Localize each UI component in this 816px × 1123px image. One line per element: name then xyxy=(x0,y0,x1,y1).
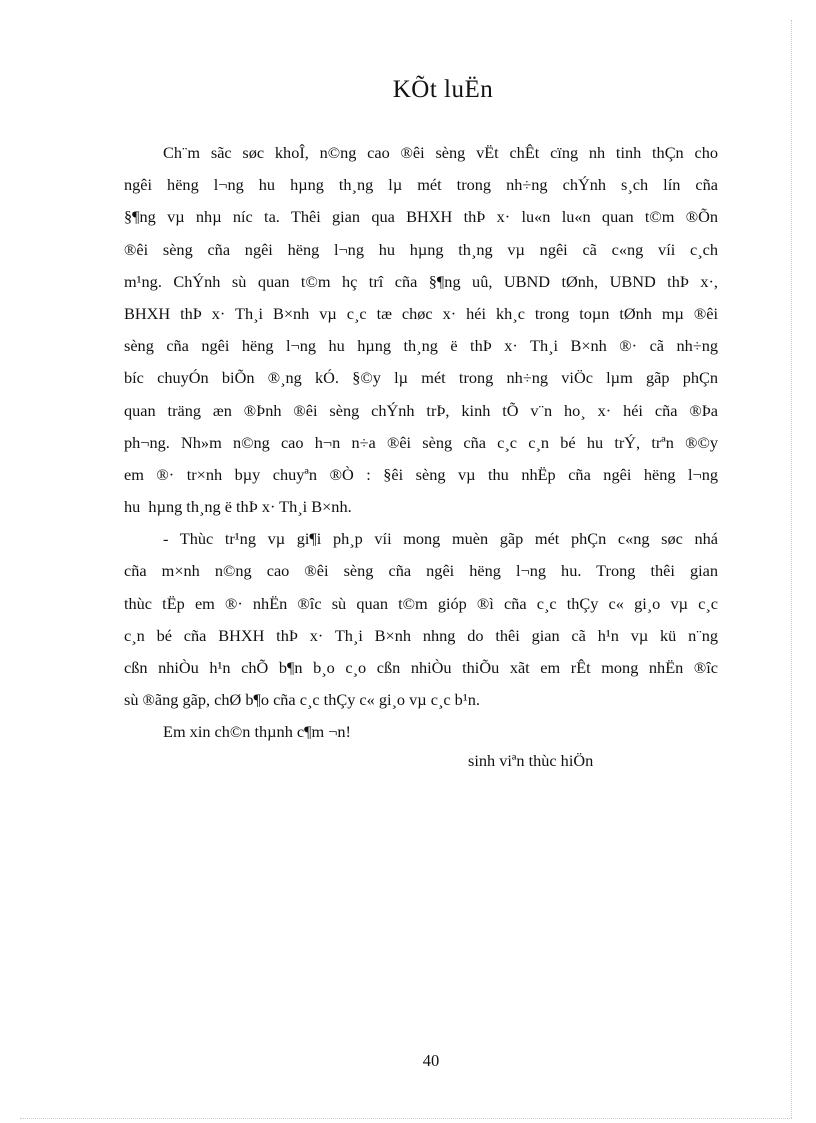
paragraph-2-line-5: cßn nhiÒu h¹n chÕ b¶n b¸o c¸o cßn nhiÒu thiÕu xãt em rÊt mong nhËn ®îc xyxy=(124,658,718,677)
paragraph-2-line-2: cña m×nh n©ng cao ®êi sèng cña ngêi hëng l¬ng hu. Trong thêi gian xyxy=(124,561,718,581)
page-number: 40 xyxy=(422,1051,440,1070)
paragraph-1-line-3: §¶ng vµ nhµ níc ta. Thêi gian qua BHXH thÞ x· lu«n lu«n quan t©m ®Õn xyxy=(124,207,718,227)
paragraph-2-line-1: - Thùc tr¹ng vµ gi¶i ph¸p víi mong muèn gãp mét phÇn c«ng søc nhá xyxy=(163,529,718,549)
page-border-bottom xyxy=(20,1118,792,1119)
paragraph-2-line-3: thùc tËp em ®· nhËn ®îc sù quan t©m gióp ®ì cña c¸c thÇy c« gi¸o vµ c¸c xyxy=(124,593,718,613)
paragraph-1-line-2: ngêi hëng l¬ng hu hµng th¸ng lµ mét trong nh÷ng chÝnh s¸ch lín cña xyxy=(124,175,718,195)
paragraph-1-line-5: m¹ng. ChÝnh sù quan t©m hç trî cña §¶ng uû, UBND tØnh, UBND thÞ x·, xyxy=(124,271,718,291)
paragraph-1-line-6: BHXH thÞ x· Th¸i B×nh vµ c¸c tæ chøc x· héi kh¸c trong toµn tØnh mµ ®êi xyxy=(124,303,718,323)
paragraph-2-line-4: c¸n bé cña BHXH thÞ x· Th¸i B×nh nhng do thêi gian cã h¹n vµ kü n¨ng xyxy=(124,625,718,645)
paragraph-1-line-9: quan träng æn ®Þnh ®êi sèng chÝnh trÞ, kinh tÕ v¨n ho¸ x· héi cña ®Þa xyxy=(124,400,718,420)
paragraph-1-line-10: ph¬ng. Nh»m n©ng cao h¬n n÷a ®êi sèng cña c¸c c¸n bé hu trÝ, trªn ®©y xyxy=(124,432,718,452)
paragraph-1-line-4: ®êi sèng cña ngêi hëng l¬ng hu hµng th¸ng vµ ngêi cã c«ng víi c¸ch xyxy=(124,239,718,259)
document-body xyxy=(124,137,718,749)
paragraph-1-line-8: bíc chuyÓn biÕn ®¸ng kÓ. §©y lµ mét trong nh÷ng viÖc lµm gãp phÇn xyxy=(124,368,718,388)
closing-thanks: Em xin ch©n thµnh c¶m ¬n! xyxy=(163,722,351,742)
paragraph-1-line-7: sèng cña ngêi hëng l¬ng hu hµng th¸ng ë thÞ x· Th¸i B×nh ®· cã nh÷ng xyxy=(124,336,718,356)
page-border-right xyxy=(791,20,792,1118)
paragraph-1-line-1: Ch¨m sãc søc khoÎ, n©ng cao ®êi sèng vËt chÊt cïng nh tinh thÇn cho xyxy=(163,143,718,162)
paragraph-1-line-11: em ®· tr×nh bµy chuyªn ®Ò : §êi sèng vµ thu nhËp cña ngêi hëng l¬ng xyxy=(124,464,718,484)
paragraph-1-line-12: hu hµng th¸ng ë thÞ x· Th¸i B×nh. xyxy=(124,497,352,517)
signature-line: sinh viªn thùc hiÖn xyxy=(468,751,594,770)
paragraph-2-line-6: sù ®ãng gãp, chØ b¶o cña c¸c thÇy c« gi¸o vµ c¸c b¹n. xyxy=(124,690,480,710)
page-title: KÕt luËn xyxy=(392,76,494,103)
